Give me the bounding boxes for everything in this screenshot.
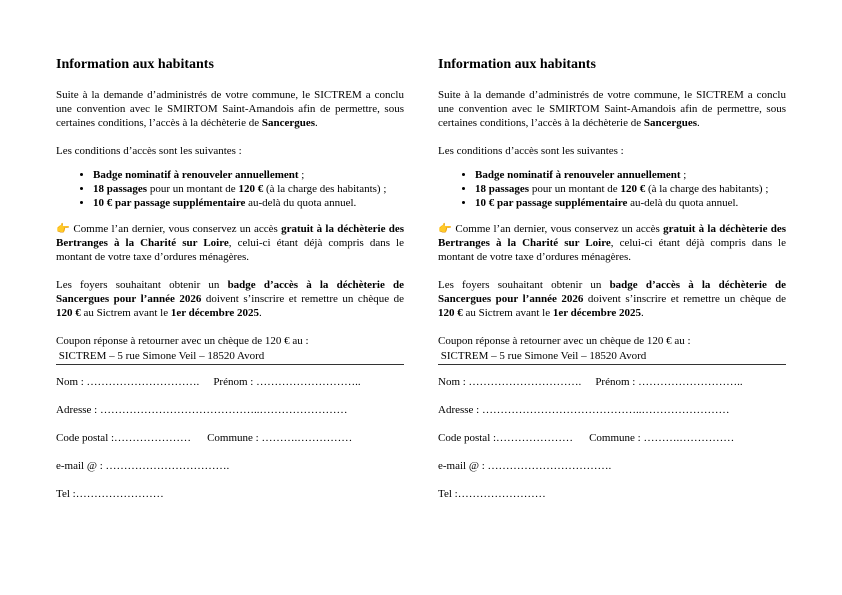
intro-paragraph: Suite à la demande d’administrés de votre commune, le SICTREM a conclu une convention avec le SMIRTOM Saint-Amandois afin de permettre, sous certaines conditions, l’accès à la déchèterie de Sancergues. [56,89,404,129]
pointing-hand-icon: 👉 [438,222,453,235]
conditions-heading: Les conditions d’accès sont les suivantes : [56,145,242,157]
coupon-instructions: Coupon réponse à retourner avec un chèque de 120 € au : SICTREM – 5 rue Simone Veil – 18520 Avord [438,335,691,362]
notice-paragraph: 👉 Comme l’an dernier, vous conservez un accès gratuit à la déchèterie des Bertranges à la Charité sur Loire, celui-ci étant déjà compris dans le montant de votre taxe d’ordures ménagères. [438,222,786,263]
place-name: Sancergues [261,117,316,129]
city-row [56,431,404,445]
phone-field[interactable]: Tel :…………………… [438,488,546,500]
registration-paragraph: Les foyers souhaitant obtenir un badge d’accès à la déchèterie de Sancergues pour l’année 2026 doivent s’inscrire et remettre un chèque de 120 € au Sictrem avant le 1er décembre 2025. [438,279,786,319]
commune-field[interactable]: Commune : ……….…………… [207,432,353,444]
condition-item: • 10 € par passage supplémentaire au-delà du quota annuel. [475,196,786,210]
address-field[interactable]: Adresse : ……………………………………..…………………… [56,404,348,416]
coupon-divider [438,364,786,365]
postal-code-field[interactable]: Code postal :………………… [438,432,574,444]
name-row [56,375,404,389]
intro-paragraph: Suite à la demande d’administrés de votre commune, le SICTREM a conclu une convention avec le SMIRTOM Saint-Amandois afin de permettre, sous certaines conditions, l’accès à la déchèterie de Sancergues. [438,89,786,129]
email-field[interactable]: e-mail @ : ……………………………. [438,460,612,472]
coupon-divider [56,364,404,365]
flyer-title: Information aux habitants [56,57,214,72]
registration-paragraph: Les foyers souhaitant obtenir un badge d’accès à la déchèterie de Sancergues pour l’année 2026 doivent s’inscrire et remettre un chèque de 120 € au Sictrem avant le 1er décembre 2025. [56,279,404,319]
notice-paragraph: 👉 Comme l’an dernier, vous conservez un accès gratuit à la déchèterie des Bertranges à la Charité sur Loire, celui-ci étant déjà compris dans le montant de votre taxe d’ordures ménagères. [56,222,404,263]
condition-item: • 18 passages pour un montant de 120 € (à la charge des habitants) ; [475,182,786,196]
condition-item: • 10 € par passage supplémentaire au-delà du quota annuel. [93,196,404,210]
email-field[interactable]: e-mail @ : ……………………………. [56,460,230,472]
flyer-title: Information aux habitants [438,57,596,72]
condition-item: • 18 passages pour un montant de 120 € (à la charge des habitants) ; [93,182,404,196]
prenom-field[interactable]: Prénom : ……………………….. [213,376,361,388]
commune-field[interactable]: Commune : ……….…………… [589,432,735,444]
coupon-instructions: Coupon réponse à retourner avec un chèque de 120 € au : SICTREM – 5 rue Simone Veil – 18520 Avord [56,335,309,362]
city-row [438,431,786,445]
condition-item: • Badge nominatif à renouveler annuellement ; [93,168,404,182]
pointing-hand-icon: 👉 [56,222,71,235]
address-field[interactable]: Adresse : ……………………………………..…………………… [438,404,730,416]
condition-item: • Badge nominatif à renouveler annuellement ; [475,168,786,182]
nom-field[interactable]: Nom : …………………………. [56,376,200,388]
place-name: Sancergues [643,117,698,129]
prenom-field[interactable]: Prénom : ……………………….. [595,376,743,388]
conditions-list [438,168,786,210]
nom-field[interactable]: Nom : …………………………. [438,376,582,388]
conditions-heading: Les conditions d’accès sont les suivantes : [438,145,624,157]
conditions-list [56,168,404,210]
name-row [438,375,786,389]
postal-code-field[interactable]: Code postal :………………… [56,432,192,444]
phone-field[interactable]: Tel :…………………… [56,488,164,500]
flyer-left [56,56,404,515]
flyer-right [438,56,786,515]
